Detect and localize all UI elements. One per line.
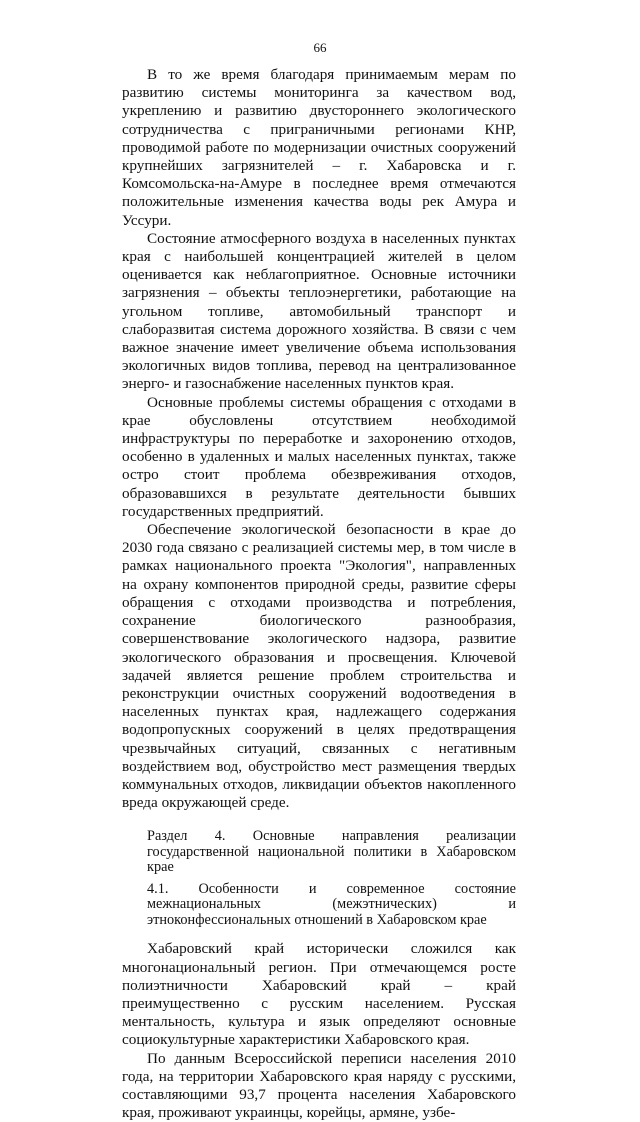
section-heading: Раздел 4. Основные направления реализации государственной национальной политики в Хабаровском крае xyxy=(147,828,516,876)
paragraph-air-quality: Состояние атмосферного воздуха в населенных пунктах края с наибольшей концентрацией жителей в целом оценивается как неблагоприятное. Основные источники загрязнения – объекты теплоэнергетики, работающие на угольном топливе, автомобильный транспорт и слаборазвитая система дорожного хозяйства. В связи с чем важное значение имеет увеличение объема использования экологичных видов топлива, перевод на централизованное энерго- и газоснабжение населенных пунктов края. xyxy=(122,229,516,393)
subsection-heading: 4.1. Особенности и современное состояние межнациональных (межэтнических) и этноконфессиональных отношений в Хабаровском крае xyxy=(147,880,516,928)
paragraph-waste-management: Основные проблемы системы обращения с отходами в крае обусловлены отсутствием необходимой инфраструктуры по переработке и захоронению отходов, особенно в удаленных и малых населенных пунктах, также остро стоит проблема обезвреживания отходов, образовавшихся в результате деятельности бывших государственных предприятий. xyxy=(122,393,516,520)
page-number: 66 xyxy=(313,40,327,55)
body-text xyxy=(122,66,516,1122)
paragraph-ecological-safety: Обеспечение экологической безопасности в крае до 2030 года связано с реализацией системы мер, в том числе в рамках национального проекта "Экология", направленных на охрану компонентов природной среды, развитие сферы обращения с отходами производства и потребления, сохранение биологического разнообразия, совершенствование экологического надзора, развитие экологического образования и просвещения. Ключевой задачей является решение проблем строительства и реконструкции очистных сооружений водоотведения в населенных пунктах края, надлежащего содержания водопропускных сооружений в целях предотвращения чрезвычайных ситуаций, связанных с негативным воздействием вод, обустройство мест размещения твердых коммунальных отходов, ликвидации объектов накопленного вреда окружающей среде. xyxy=(122,521,516,812)
paragraph-water-quality: В то же время благодаря принимаемым мерам по развитию системы мониторинга за качеством вод, укреплению и развитию двустороннего экологического сотрудничества с приграничными регионами КНР, проводимой работе по модернизации очистных сооружений крупнейших загрязнителей – г. Хабаровска и г. Комсомольска-на-Амуре в последнее время отмечаются положительные изменения качества воды рек Амура и Уссури. xyxy=(122,66,516,229)
paragraph-census: По данным Всероссийской переписи населения 2010 года, на территории Хабаровского края наряду с русскими, составляющими 93,7 процента населения Хабаровского края, проживают украинцы, корейцы, армяне, узбе- xyxy=(122,1049,516,1122)
paragraph-multinational-region: Хабаровский край исторически сложился как многонациональный регион. При отмечающемся росте полиэтничности Хабаровский край – край преимущественно с русским населением. Русская ментальность, культура и язык определяют основные социокультурные характеристики Хабаровского края. xyxy=(122,940,516,1049)
